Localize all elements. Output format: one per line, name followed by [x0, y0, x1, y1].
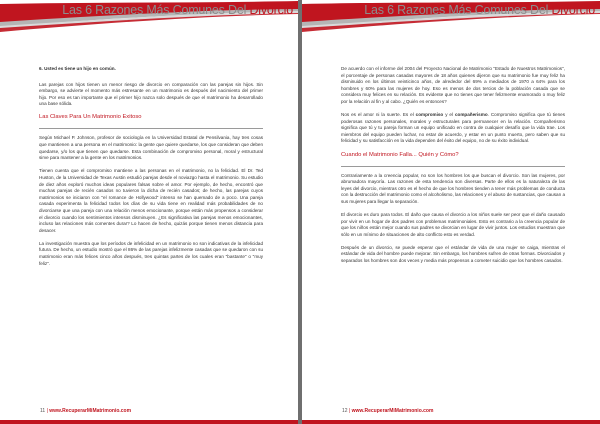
header-title — [364, 3, 595, 17]
footer-website-link[interactable]: www.RecuperarMiMatrimonio.com — [351, 408, 434, 414]
page-footer: 11 | www.RecuperarMiMatrimonio.com — [40, 408, 132, 414]
page-footer: 12 | www.RecuperarMiMatrimonio.com — [342, 408, 434, 414]
header-title-accent: Divorcio — [551, 3, 595, 17]
emphasis-companerismo: compañerismo — [454, 112, 488, 118]
section-divider — [39, 128, 263, 129]
header-title-prefix: Las 6 Razones Más Comunes Del — [364, 3, 552, 17]
page-left — [0, 0, 298, 424]
paragraph: Según Michael P. Johnson, profesor de sociología en la Universidad Estatal de Pensilvania, hay tres cosas que mantienen a una persona en el matrimonio: la gente que quiere quedarse, los que consideran que deben quedarse, y/o los que tienen que quedarse. Esta combinación de compromiso personal, moral y estructural sirve para mantener a la gente en los matrimonios. — [39, 135, 263, 161]
text-run: Nos es el amor ni la suerte. Es el — [341, 112, 416, 118]
paragraph — [341, 112, 565, 145]
text-run: y el — [443, 112, 455, 118]
text-run: . Compromiso significa que tú tienes poderosas razones personales, morales y estructurales para permanecer en la relación. Compañerismo significa que tú y tu pareja forman un equipo unificado en contra de cualquier desafío que la vida trae. Los miembros del equipo pueden luchar, no estar de acuerdo, y estar en un punto muerto, pero saben que su felicidad y su satisfacción en la vida dependen del éxito del equipo, no de su éxito individual. — [341, 112, 566, 144]
reason-6-heading: 6. Usted es tiene un hijo en común. — [39, 66, 116, 71]
page-right — [302, 0, 600, 424]
header-title — [62, 3, 293, 17]
emphasis-compromiso: compromiso — [415, 112, 444, 118]
paragraph: Tienen cuenta que el compromiso mantiene a las personas en el matrimonio, no la felicidad. El Dr. Ted Huston, de la Universidad de Texas Austin estudió parejas desde el noviazgo hasta el matrimonio. Su estudio de diez años exploró muchos ideas populares falsas sobre el amor. Por ejemplo, de hecho, encontró que muchas parejas de recién casados no tuvieron la dicha de recién casados; de hecho, las parejas cuyos matrimonios se iniciaron con "el romance de Hollywood" intenso se han quemado de a poco. Una pareja casada experimenta la felicidad todos los días de su vida tiene en realidad más probabilidades de no divorciarse que una pareja con una relación menos emocionante, porque están más propensos a considerar el divorcio cuando los sentimientos intensos disminuyen. ¿Es significativa las parejas menos emocionantes, incluso las relaciones más comentes durar? Lo hacen de hecho, quizás porque tienen menos distancia para desacer. — [39, 168, 263, 233]
left-content — [39, 66, 263, 274]
right-content — [341, 66, 565, 271]
footer-bar — [0, 420, 298, 424]
paragraph: Contrariamente a la creencia popular, no son los hombres los que buscan el divorcio. Son las mujeres, por abrumadora mayoría. Las razones de esta tendencia son diversas. Parte de ellos es la naturaleza de las leyes del divorcio, mientras otro es el hecho de que los hombres tienden a tener más problemas de conducta con la destrucción del matrimonio como el alcoholismo, las relaciones y el abuso de sustancias, que causan a sus mujeres para llegar la separación. — [341, 172, 565, 204]
footer-bar — [302, 420, 600, 424]
paragraph: Después de un divorcio, se puede esperar que el estándar de vida de una mujer se caiga, mientras el estándar de vida del hombre puede mejorar. Sin embargo, los hombres sufren de otras formas. Divorciados y separados los hombres son dos veces y media más propensos a cometer suicidio que los hombres casados. — [341, 244, 565, 264]
page-number: 12 — [342, 408, 348, 414]
paragraph: De acuerdo con el informe del 2004 del Proyecto Nacional de Matrimonio "Estado de Nuestros Matrimonios", el porcentaje de personas casadas mayores de 18 años quienes dijeron que su matrimonio fue muy feliz ha disminuido en los últimos veinticinco años, de alrededor del 69% a mediados de 1970 a 64% para los hombres y 60% para las mujeres de hoy. Eso es menos de dos tercios de la población casada que se considera muy felices en su relación. Es evidente que no tienes que tener felizmente enamorado o muy feliz por la relación al fin y al cabo. ¿Quién es entonces? — [341, 66, 565, 104]
paragraph: El divorcio es duro para todos. El daño que causa el divorcio a los niños suele ser peor que el daño causado por vivir en un hogar de dos padres con problemas matrimoniales. Esto es contrario a la creencia popular de que los niños están mejor cuando sus padres se divorcian en lugar de vivir juntos. Los estudios muestran que sólo en un mínimo de situaciones de alto conflicto esto es verdad. — [341, 212, 565, 237]
paragraph: Las parejas con hijos tienen un menor riesgo de divorcio en comparación con las parejas sin hijos. Sin embargo, se advierte el momento más estresante en un matrimonio es después del nacimiento del primer hijo. Por eso es tan importante que el primer hijo nazca solo después de que el matrimonio ha desarrollado una base sólida. — [39, 81, 263, 107]
paragraph: La investigación muestra que los períodos de infelicidad en un matrimonio no son indicativas de la infelicidad futura. De hecho, un estudio mostró que el 86% de las parejas infelizmente casadas que se quedaron con su matrimonio eran más felices cinco años después, tres quintas partes de los cuales eran "bastante" o "muy feliz". — [39, 240, 263, 266]
section-divider — [341, 166, 565, 167]
page-number: 11 — [40, 408, 46, 414]
section-title: Cuando el Matrimonio Falla... Quién y Cómo? — [341, 151, 459, 158]
header-title-accent: Divorcio — [249, 3, 293, 17]
header-title-prefix: Las 6 Razones Más Comunes Del — [62, 3, 250, 17]
footer-website-link[interactable]: www.RecuperarMiMatrimonio.com — [49, 408, 132, 414]
section-title: Las Claves Para Un Matrimonio Exitoso — [39, 114, 142, 121]
